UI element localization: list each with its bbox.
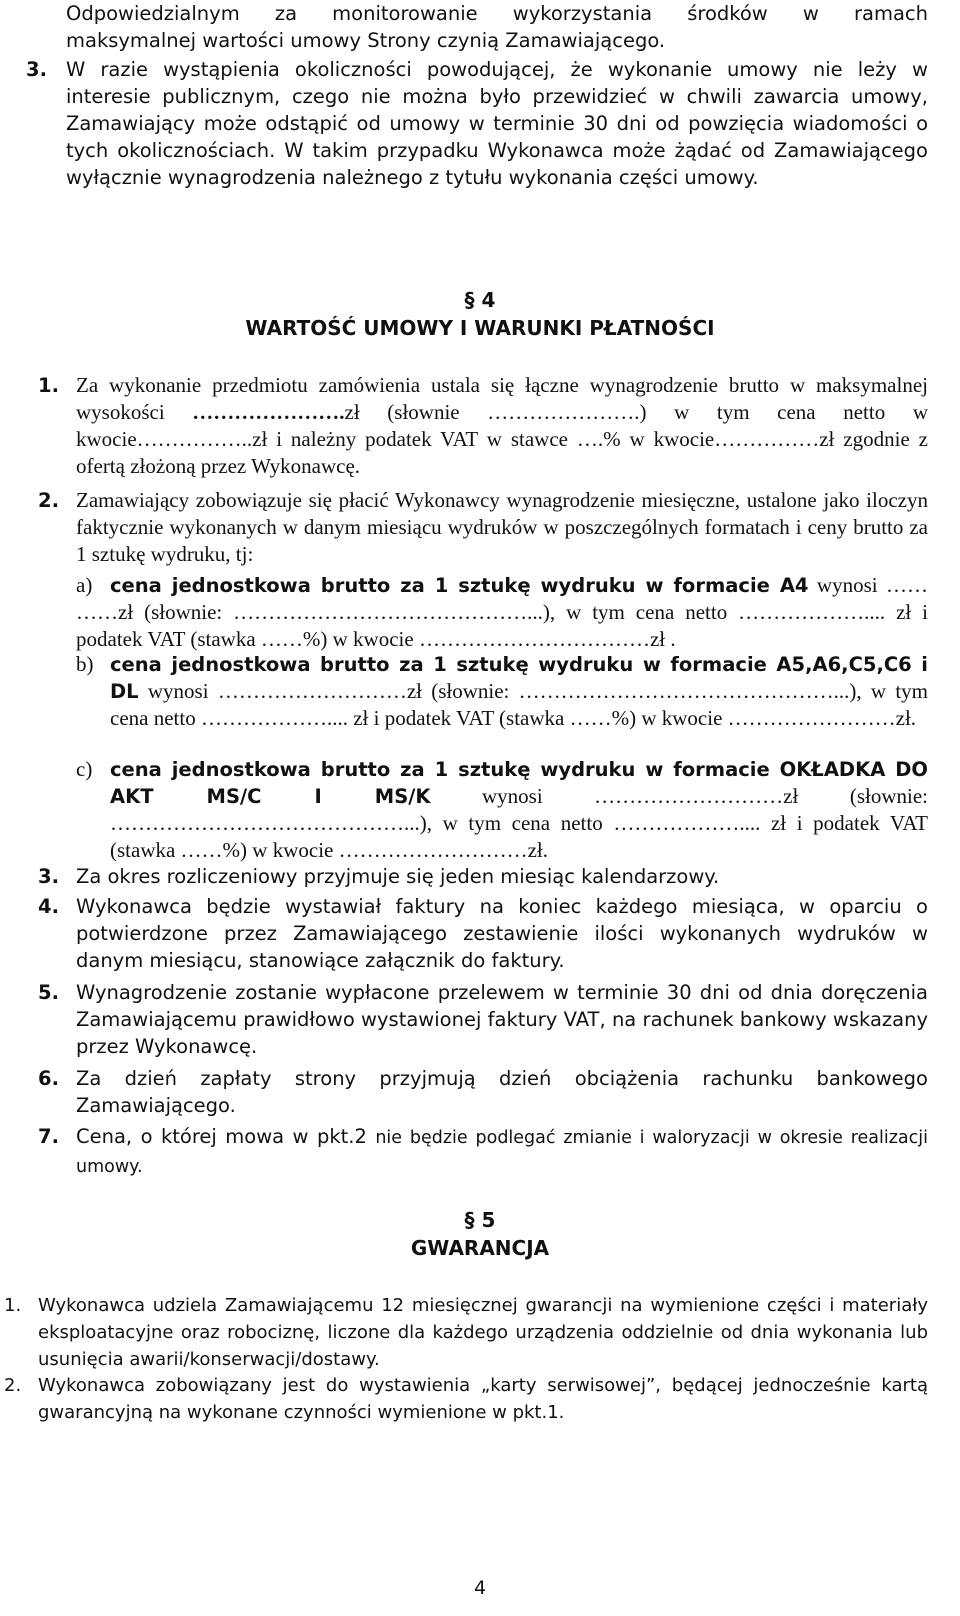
item-number: 2. [4,1375,22,1396]
item-number: 1. [4,1295,22,1316]
item-number: 3. [26,58,47,81]
withdrawal-paragraph: W razie wystąpienia okoliczności powodującej, że wykonanie umowy nie leży w interesie publicznym, czego nie można było przewidzieć w chwili zawarcia umowy, Zamawiający może odstąpić od umowy w terminie 30 dni od powzięcia wiadomości o tych okolicznościach. W takim przypadku Wykonawca może żądać od Zamawiającego wyłącznie wynagrodzenia należnego z tytułu wykonania części umowy. [66,58,928,189]
remuneration-amount-blank: …………………. [192,400,345,424]
subitem-label: b) [76,652,94,676]
price-a4-paragraph [76,572,928,653]
page-number: 4 [473,1577,487,1599]
item-number: 1. [38,374,59,397]
price-cover-paragraph [110,756,928,864]
intro-line-1: Odpowiedzialnym za monitorowanie wykorzystania środków w ramach [66,2,928,25]
remuneration-paragraph [76,372,928,480]
item-number: 3. [38,865,59,888]
intro-line-2: maksymalnej wartości umowy Strony czynią Zamawiającego. [66,29,666,52]
service-card-paragraph: Wykonawca zobowiązany jest do wystawienia „karty serwisowej”, będącej jednocześnie kartą gwarancyjną na wykonane czynności wymienione w pkt.1. [38,1375,928,1423]
price-a5-rest: wynosi ………………………zł (słownie: ………………………………………...), w tym cena netto ……………….... zł i podatek VAT (stawka ……%) w kwocie ……………………zł. [110,679,928,730]
price-a5-bold: cena jednostkowa brutto za 1 sztukę wydruku w formacie A5,A6,C5,C6 i DL [110,653,928,703]
invoices-paragraph: Wykonawca będzie wystawiał faktury na koniec każdego miesiąca, w oparciu o potwierdzone przez Zamawiającego zestawienie ilości wykonanych wydruków w danym miesiącu, stanowiące załącznik do faktury. [76,895,928,972]
subitem-label: c) [76,757,93,781]
item-number: 6. [38,1067,59,1090]
remuneration-text-b: zł (słownie ………………….) w tym cena netto w kwocie……………..zł i należny podatek VAT w stawce ….% w kwocie……………zł zgodnie z ofertą złożoną przez Wykonawcę. [76,400,928,478]
billing-period-paragraph: Za okres rozliczeniowy przyjmuje się jeden miesiąc kalendarzowy. [76,865,720,888]
section-4-number: § 4 [464,288,496,312]
item-number: 2. [38,489,59,512]
price-cover-rest: wynosi ………………………zł (słownie: ……………………………………...), w tym cena netto ……………….... zł i podatek VAT (stawka ……%) w kwocie ………………………zł. [110,784,928,862]
price-cover-bold: cena jednostkowa brutto za 1 sztukę wydruku w formacie OKŁADKA DO AKT MS/C I MS/K [110,758,928,808]
warranty-paragraph: Wykonawca udziela Zamawiającemu 12 miesięcznej gwarancji na wymienione części i materiały eksploatacyjne oraz robociznę, liczone dla każdego urządzenia oddzielnie od dnia wykonania lub usunięcia awarii/konserwacji/dostawy. [38,1295,928,1370]
section-5-number: § 5 [464,1208,496,1232]
price-a4-bold: cena jednostkowa brutto za 1 sztukę wydruku w formacie A4 [110,574,809,597]
payment-date-paragraph: Za dzień zapłaty strony przyjmują dzień obciążenia rachunku bankowego Zamawiającego. [76,1067,928,1117]
item-number: 4. [38,895,59,918]
subitem-label: a) [76,573,93,597]
section-5-title: GWARANCJA [410,1236,550,1260]
price-fixed-text-b: nie będzie podlegać zmianie i waloryzacji w okresie realizacji umowy. [76,1128,928,1177]
remuneration-text-a: Za wykonanie przedmiotu zamówienia ustala się łączne wynagrodzenie brutto w maksymalnej wysokości [76,373,928,424]
intro-paragraph [66,0,928,54]
item-number: 7. [38,1125,59,1148]
price-a5-paragraph [110,651,928,732]
price-fixed-text-a: Cena, o której mowa w pkt.2 [76,1125,376,1148]
item-number: 5. [38,981,59,1004]
monthly-payment-paragraph: Zamawiający zobowiązuje się płacić Wykonawcy wynagrodzenie miesięczne, ustalone jako iloczyn faktycznie wykonanych w danym miesiącu wydruków w poszczególnych formatach i ceny brutto za 1 sztukę wydruku, tj: [76,488,928,566]
transfer-paragraph: Wynagrodzenie zostanie wypłacone przelewem w terminie 30 dni od dnia doręczenia Zamawiającemu prawidłowo wystawionej faktury VAT, na rachunek bankowy wskazany przez Wykonawcę. [76,981,928,1058]
price-fixed-paragraph [76,1123,928,1181]
price-a4-rest: wynosi …… ……zł (słownie: ……………………………………...), w tym cena netto ……………….... zł i podatek VAT (stawka ……%) w kwocie ……………………………zł . [76,573,928,651]
section-4-title: WARTOŚĆ UMOWY I WARUNKI PŁATNOŚCI [245,316,715,340]
